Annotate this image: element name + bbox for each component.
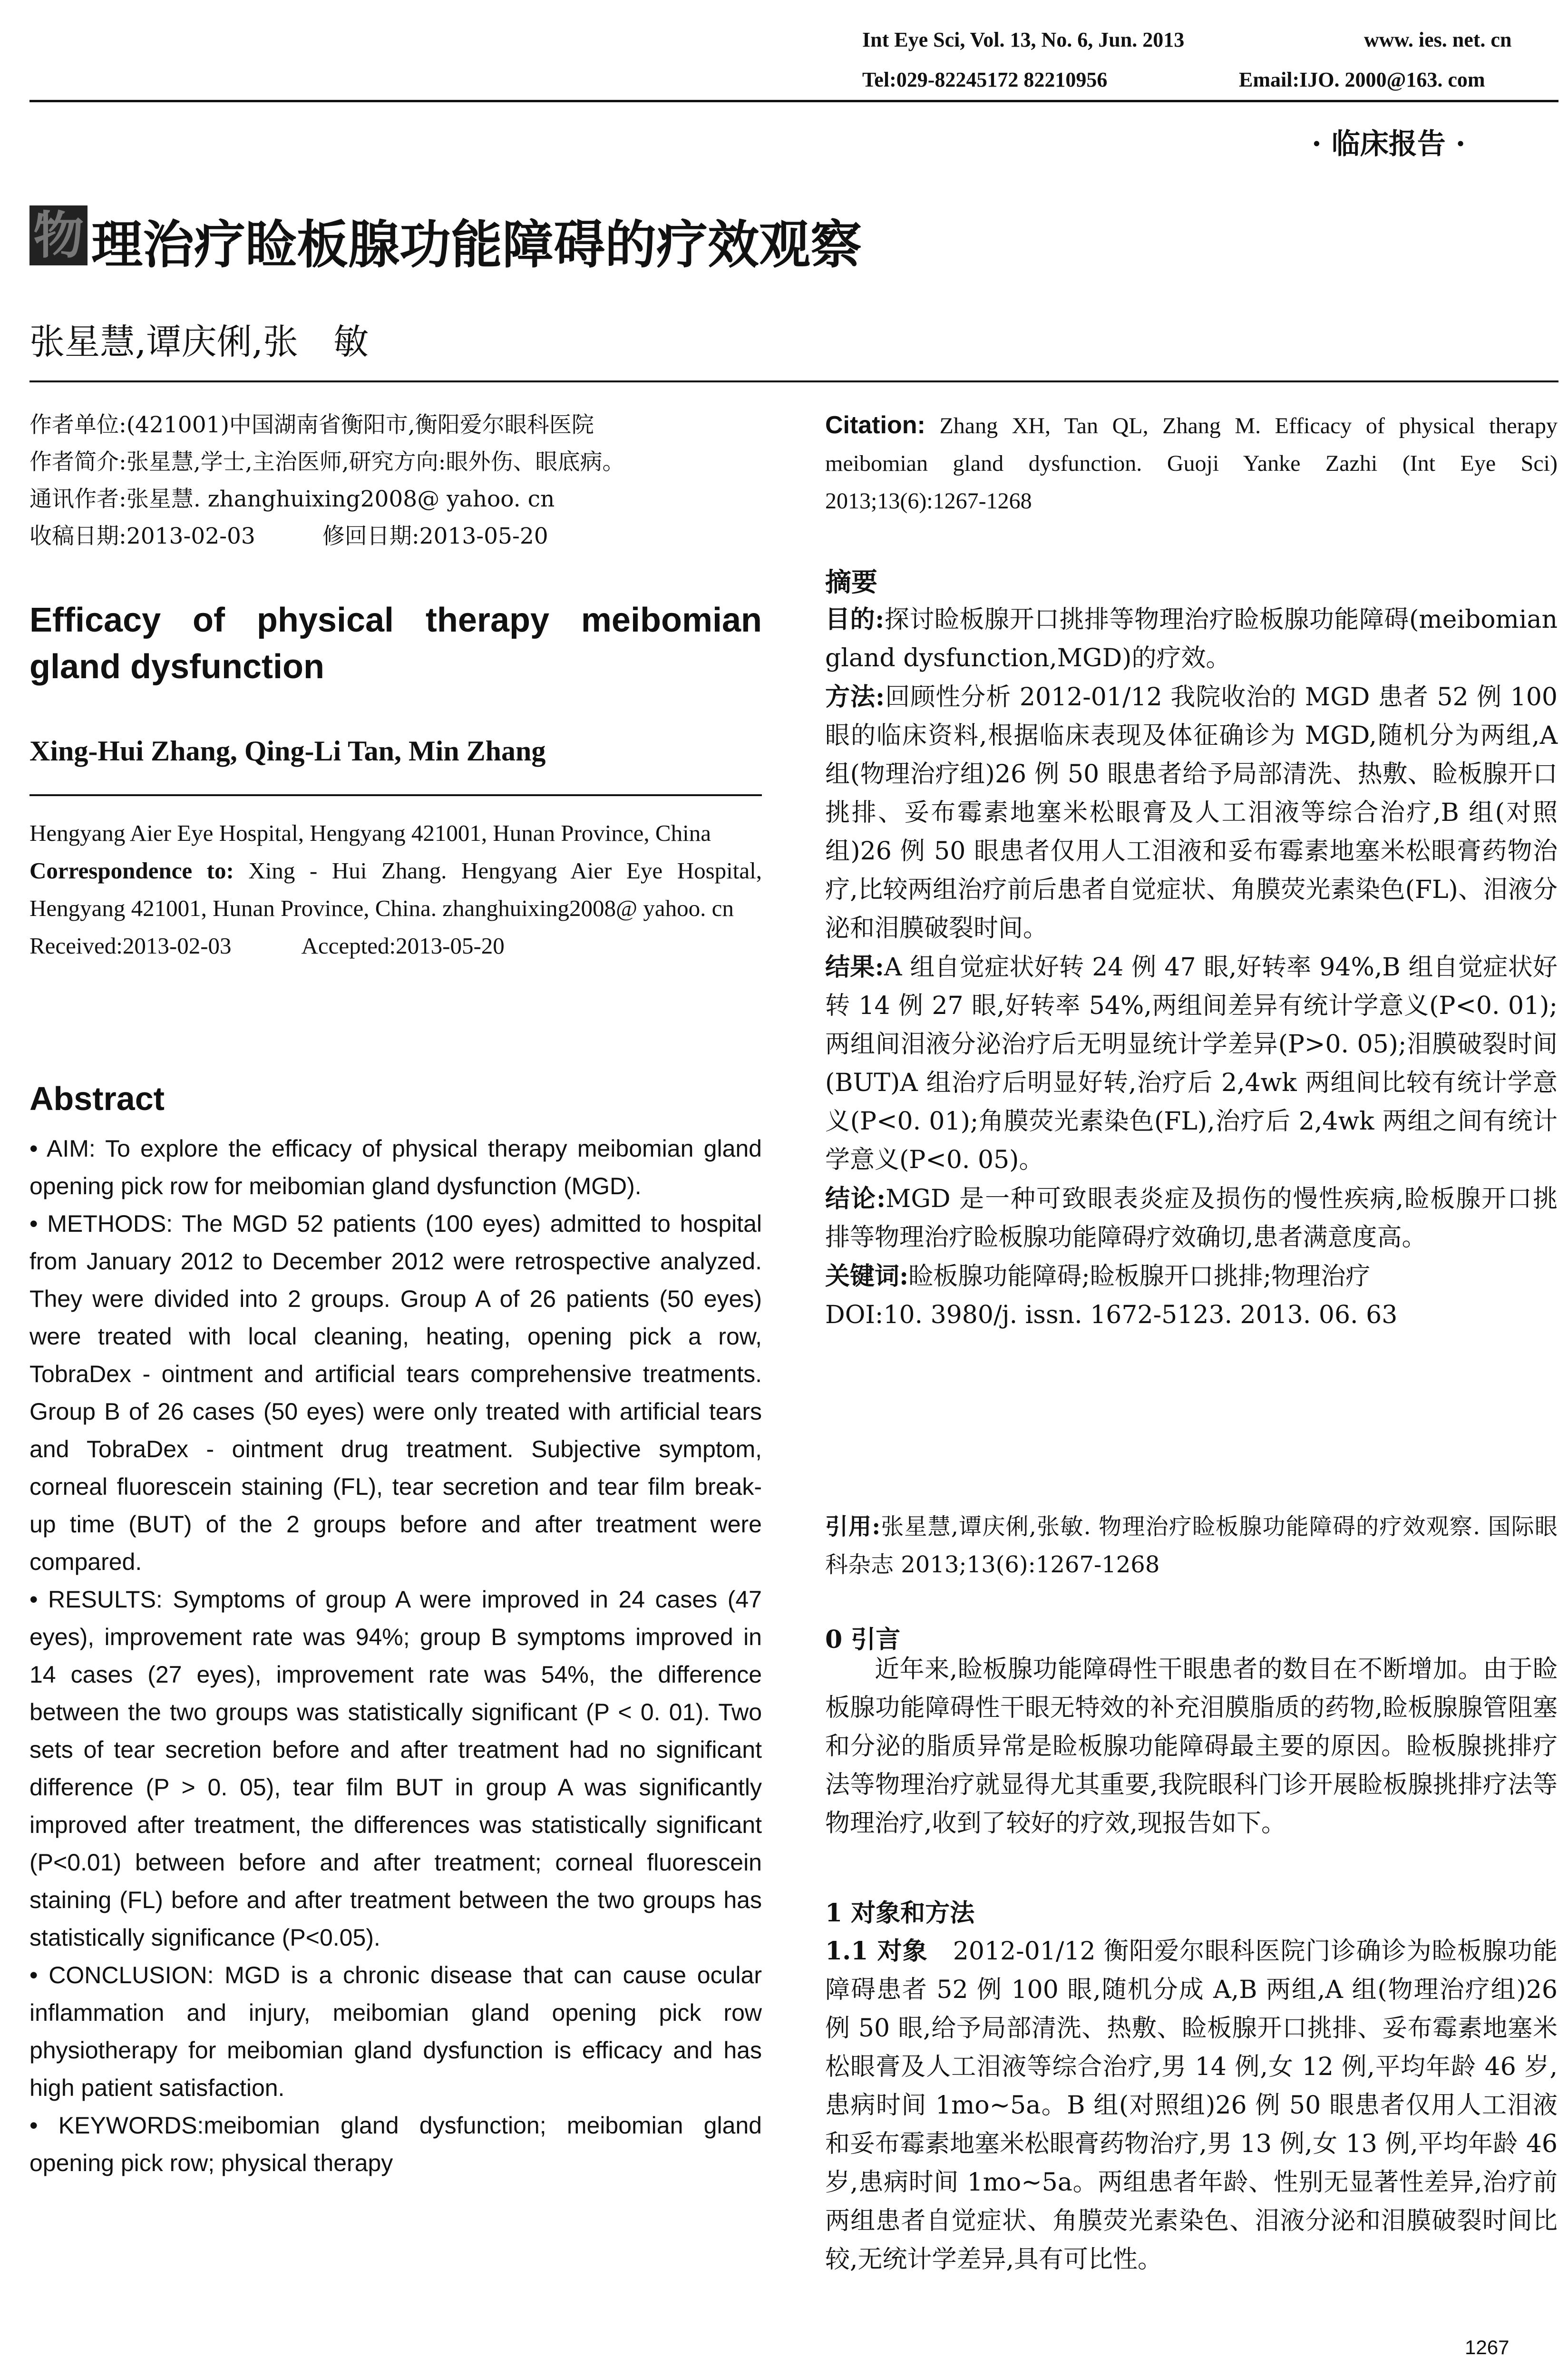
author-affiliation: 作者单位:(421001)中国湖南省衡阳市,衡阳爱尔眼科医院 [29,412,594,438]
abstract-conclusion-en: • CONCLUSION: MGD is a chronic disease that can cause ocular inflammation and injury, meibomian gland opening pick row physiotherapy for meibomian gland dysfunction is efficacy and has high patient satisfaction. [29,1962,762,2101]
abstract-keywords-en: • KEYWORDS:meibomian gland dysfunction; meibomian gland opening pick row; physical therapy [29,2112,762,2176]
abstract-heading-cn: 摘要 [825,566,878,597]
received-accepted: Received:2013-02-03 Accepted:2013-05-20 [29,933,505,959]
journal-line: Int Eye Sci, Vol. 13, No. 6, Jun. 2013 [862,28,1185,51]
dates-cn: 收稿日期:2013-02-03 修回日期:2013-05-20 [29,523,548,549]
cite-text-cn: 张星慧,谭庆俐,张敏. 物理治疗睑板腺功能障碍的疗效观察. 国际眼科杂志 2013;13(6):1267-1268 [825,1513,1558,1578]
subjects-text: 2012-01/12 衡阳爱尔眼科医院门诊确诊为睑板腺功能障碍患者 52 例 100 眼,随机分成 A,B 两组,A 组(物理治疗组)26 例 50 眼,给予局部清洗、热敷、睑板腺开口挑排、妥布霉素地塞米松眼膏及人工泪液等综合治疗,男 14 例,女 12 例,平均年龄 46 岁,患病时间 1mo~5a。B 组(对照组)26 例 50 眼患者仅用人工泪液和妥布霉素地塞米松眼膏药物治疗,男 13 例,女 13 例,平均年龄 46 岁,患病时间 1mo~5a。两组患者年龄、性别无显著性差异,治疗前两组患者自觉症状、角膜荧光素染色、泪液分泌和泪膜破裂时间比较,无统计学差异,具有可比性。 [825,1937,1558,2274]
cite-cn [825,1508,1558,1584]
authors-cn: 张星慧,谭庆俐,张 敏 [29,321,369,362]
methods-label-cn: 方法: [825,682,885,711]
title-en: Efficacy of physical therapy meibomian gland dysfunction [29,601,762,686]
journal-email[interactable]: Email:IJO. 2000@163. com [1239,68,1485,91]
citation-label: Citation: [825,411,925,439]
header-rule [29,100,1558,102]
journal-website[interactable]: www. ies. net. cn [1364,28,1512,51]
section-label: · 临床报告 · [1312,127,1466,161]
page-number: 1267 [1465,2336,1510,2358]
left-meta-en [29,814,762,964]
title-cn: 理治疗睑板腺功能障碍的疗效观察 [91,215,862,275]
correspondence-label: Correspondence to: [29,857,234,884]
abstract-methods-en: • METHODS: The MGD 52 patients (100 eyes) admitted to hospital from January 2012 to December 2012 were retrospective analyzed. They were divided into 2 groups. Group A of 26 patients (50 eyes) were treated with local cleaning, heating, opening pick a row, TobraDex - ointment and artificial tears comprehensive treatments. Group B of 26 cases (50 eyes) were only treated with artificial tears and TobraDex - ointment drug treatment. Subjective symptom, corneal fluorescein staining (FL), tear secretion and tear film break-up time (BUT) of the 2 groups before and after treatment were compared. [29,1210,762,1575]
subjects-label: 1.1 对象 [825,1937,928,1966]
citation-text: Zhang XH, Tan QL, Zhang M. Efficacy of physical therapy meibomian gland dysfunction. Guoji Yanke Zazhi (Int Eye Sci) 2013;13(6):1267-1268 [825,413,1558,514]
methods-cn: 回顾性分析 2012-01/12 我院收治的 MGD 患者 52 例 100 眼的临床资料,根据临床表现及体征确诊为 MGD,随机分为两组,A 组(物理治疗组)26 例 50 眼患者给予局部清洗、热敷、睑板腺开口挑排、妥布霉素地塞米松眼膏及人工泪液等综合治疗,B 组(对照组)26 例 50 眼患者仅用人工泪液和妥布霉素地塞米松眼膏药物治疗,比较两组治疗前后患者自觉症状、角膜荧光素染色(FL)、泪液分泌和泪膜破裂时间。 [825,683,1558,943]
journal-tel: Tel:029-82245172 82210956 [862,68,1108,91]
results-label-cn: 结果: [825,953,884,982]
methods-heading: 1 对象和方法 [825,1899,975,1928]
abstract-aim-en: • AIM: To explore the efficacy of physical therapy meibomian gland opening pick row for meibomian gland dysfunction (MGD). [29,1135,762,1199]
intro-heading: 0 引言 [825,1625,901,1654]
doi[interactable]: DOI:10. 3980/j. issn. 1672-5123. 2013. 06. 63 [825,1301,1398,1329]
subjects-paragraph [825,1932,1558,2279]
left-meta [29,407,762,555]
conclusion-label-cn: 结论: [825,1184,886,1213]
title-rule [29,380,1558,382]
aim-cn: 探讨睑板腺开口挑排等物理治疗睑板腺功能障碍(meibomian gland dysfunction,MGD)的疗效。 [825,605,1558,672]
authors-en-rule [29,794,762,796]
title-first-char: 物 [29,205,88,265]
citation-en [825,407,1558,520]
correspondence-en: Xing - Hui Zhang. Hengyang Aier Eye Hospital, Hengyang 421001, Hunan Province, China. zhanghuixing2008@ yahoo. cn [29,857,762,921]
keywords-label-cn: 关键词: [825,1262,909,1291]
keywords-cn: 睑板腺功能障碍;睑板腺开口挑排;物理治疗 [908,1262,1371,1291]
abstract-en [29,1130,762,2182]
abstract-heading-en: Abstract [29,1080,165,1117]
author-bio: 作者简介:张星慧,学士,主治医师,研究方向:眼外伤、眼底病。 [29,449,625,475]
aim-label-cn: 目的: [825,605,885,634]
affiliation-en: Hengyang Aier Eye Hospital, Hengyang 421001, Hunan Province, China [29,820,711,846]
authors-en: Xing-Hui Zhang, Qing-Li Tan, Min Zhang [29,735,546,767]
results-cn: A 组自觉症状好转 24 例 47 眼,好转率 94%,B 组自觉症状好转 14 例 27 眼,好转率 54%,两组间差异有统计学意义(P<0. 01);两组间泪液分泌治疗后无明显统计学差异(P>0. 05);泪膜破裂时间(BUT)A 组治疗后明显好转,治疗后 2,4wk 两组间比较有统计学意义(P<0. 01);角膜荧光素染色(FL),治疗后 2,4wk 两组之间有统计学意义(P<0. 05)。 [825,953,1558,1174]
cite-label-cn: 引用: [825,1513,881,1540]
abstract-results-en: • RESULTS: Symptoms of group A were improved in 24 cases (47 eyes), improvement rate was 94%; group B symptoms improved in 14 cases (27 eyes), improvement rate was 54%, the difference between the two groups was statistically significant (P < 0. 01). Two sets of tear secretion before and after treatment had no significant difference (P > 0. 05), tear film BUT in group A was significantly improved after treatment, the differences was statistically significant (P<0.01) between before and after treatment; corneal fluorescein staining (FL) before and after treatment between the two groups has statistically significance (P<0.05). [29,1586,762,1951]
conclusion-cn: MGD 是一种可致眼表炎症及损伤的慢性疾病,睑板腺开口挑排等物理治疗睑板腺功能障碍疗效确切,患者满意度高。 [825,1185,1558,1252]
corresponding-author: 通讯作者:张星慧. zhanghuixing2008@ yahoo. cn [29,486,555,512]
intro-text: 近年来,睑板腺功能障碍性干眼患者的数目在不断增加。由于睑板腺功能障碍性干眼无特效的补充泪膜脂质的药物,睑板腺腺管阻塞和分泌的脂质异常是睑板腺功能障碍最主要的原因。睑板腺挑排疗法等物理治疗就显得尤其重要,我院眼科门诊开展睑板腺挑排疗法等物理治疗,收到了较好的疗效,现报告如下。 [825,1655,1558,1838]
abstract-cn [825,600,1558,1335]
